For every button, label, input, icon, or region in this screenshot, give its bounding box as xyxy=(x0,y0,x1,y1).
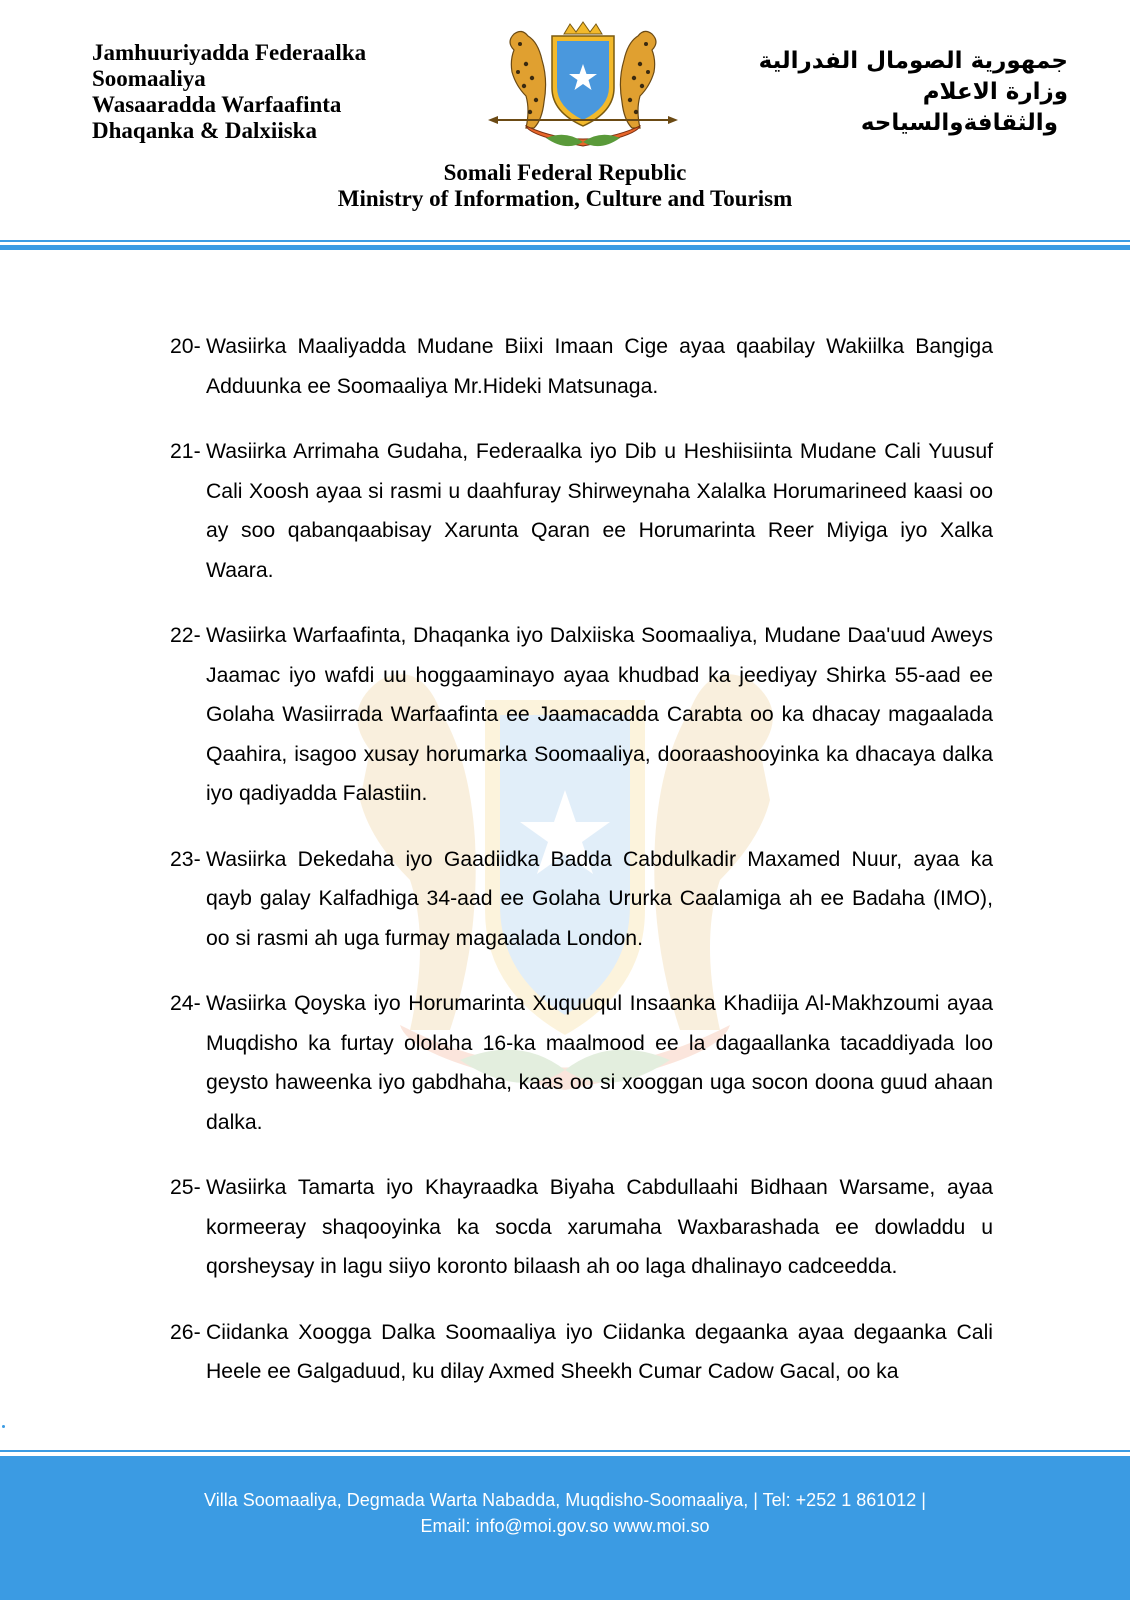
header-divider-thick xyxy=(0,245,1130,250)
footer-divider xyxy=(0,1450,1130,1452)
item-text: Wasiirka Tamarta iyo Khayraadka Biyaha Cabdullaahi Bidhaan Warsame, ayaa kormeeray shaqooyinka ka socda xarumaha Waxbarashada ee dowladdu u qorsheysay in lagu siiyo koronto bilaash ah oo laga dhalinayo cadceedda. xyxy=(206,1176,993,1278)
list-item xyxy=(170,840,993,959)
item-number: 23- xyxy=(170,847,201,871)
footer-contact: Email: info@moi.gov.so www.moi.so xyxy=(420,1516,710,1536)
item-number: 21- xyxy=(170,440,201,463)
list-item xyxy=(170,984,993,1142)
header-left-line: Soomaaliya xyxy=(92,66,206,91)
list-item xyxy=(170,432,993,590)
item-text: Wasiirka Arrimaha Gudaha, Federaalka iyo Dib u Heshiisiinta Mudane Cali Yuusuf Cali Xoosh ayaa si rasmi u daahfuray Shirweynaha Xalalka Horumarineed kaasi oo ay soo qabanqaabisay Xarunta Qaran ee Horumarinta Reer Miyiga iyo Xalka Waara. xyxy=(206,440,993,582)
header-title: Somali Federal Republic xyxy=(443,160,687,185)
header-left-line: Dhaqanka & Dalxiiska xyxy=(92,118,317,143)
list-item xyxy=(170,1313,993,1392)
stray-dot xyxy=(2,1425,5,1428)
list-item xyxy=(170,616,993,814)
coat-of-arms-emblem xyxy=(486,20,680,155)
item-number: 25- xyxy=(170,1176,201,1199)
list-item xyxy=(170,327,993,406)
header-somali-block xyxy=(92,40,492,144)
item-number: 22- xyxy=(170,624,201,647)
footer xyxy=(0,1456,1130,1600)
footer-address: Villa Soomaaliya, Degmada Warta Nabadda, Muqdisho-Soomaaliya, | Tel: +252 1 861012 | xyxy=(204,1490,926,1510)
item-text: Wasiirka Dekedaha iyo Gaadiidka Badda Cabdulkadir Maxamed Nuur, ayaa ka qayb galay Kalfadhiga 34-aad ee Golaha Ururka Caalamiga ah ee Badaha (IMO), oo si rasmi ah uga furmay magaalada London. xyxy=(206,847,993,950)
header-right-line: والثقافةوالسياحه xyxy=(860,110,1058,136)
header-subtitle: Ministry of Information, Culture and Tourism xyxy=(337,186,793,211)
item-text: Wasiirka Qoyska iyo Horumarinta Xuquuqul Insaanka Khadiija Al-Makhzoumi ayaa Muqdisho ka furtay ololaha 16-ka maalmood ee la dagaallanka tacaddiyada loo geysto haweenka iyo gabdhaha, kaas oo si xooggan uga socon doona guud ahaan dalka. xyxy=(206,992,993,1134)
item-text: Wasiirka Maaliyadda Mudane Biixi Imaan Cige ayaa qaabilay Wakiilka Bangiga Adduunka ee Soomaaliya Mr.Hideki Matsunaga. xyxy=(206,335,993,398)
item-number: 26- xyxy=(170,1320,201,1344)
header-right-line: جمهورية الصومال الفدرالية xyxy=(758,48,1068,74)
header-english-block xyxy=(0,160,1130,212)
header-arabic-block xyxy=(708,46,1068,139)
item-text: Wasiirka Warfaafinta, Dhaqanka iyo Dalxiiska Soomaaliya, Mudane Daa'uud Aweys Jaamac iyo wafdi uu hoggaaminayo ayaa khudbad ka jeediyay Shirka 55-aad ee Golaha Wasiirrada Warfaafinta ee Jaamacadda Carabta oo ka dhacay magaalada Qaahira, isagoo xusay horumarka Soomaaliya, dooraashooyinka ka dhacaya dalka iyo qadiyadda Falastiin. xyxy=(206,624,993,805)
item-number: 20- xyxy=(170,335,201,358)
header-divider-thin xyxy=(0,240,1130,242)
list-item xyxy=(170,1168,993,1287)
header-left-line: Jamhuuriyadda Federaalka xyxy=(92,40,367,65)
item-number: 24- xyxy=(170,992,201,1015)
header-left-line: Wasaaradda Warfaafinta xyxy=(92,92,342,117)
item-text: Ciidanka Xoogga Dalka Soomaaliya iyo Ciidanka degaanka ayaa degaanka Cali Heele ee Galgaduud, ku dilay Axmed Sheekh Cumar Cadow Gacal, oo ka xyxy=(206,1320,993,1383)
news-list xyxy=(170,327,993,1418)
header-right-line: وزارة الاعلام xyxy=(922,79,1068,105)
